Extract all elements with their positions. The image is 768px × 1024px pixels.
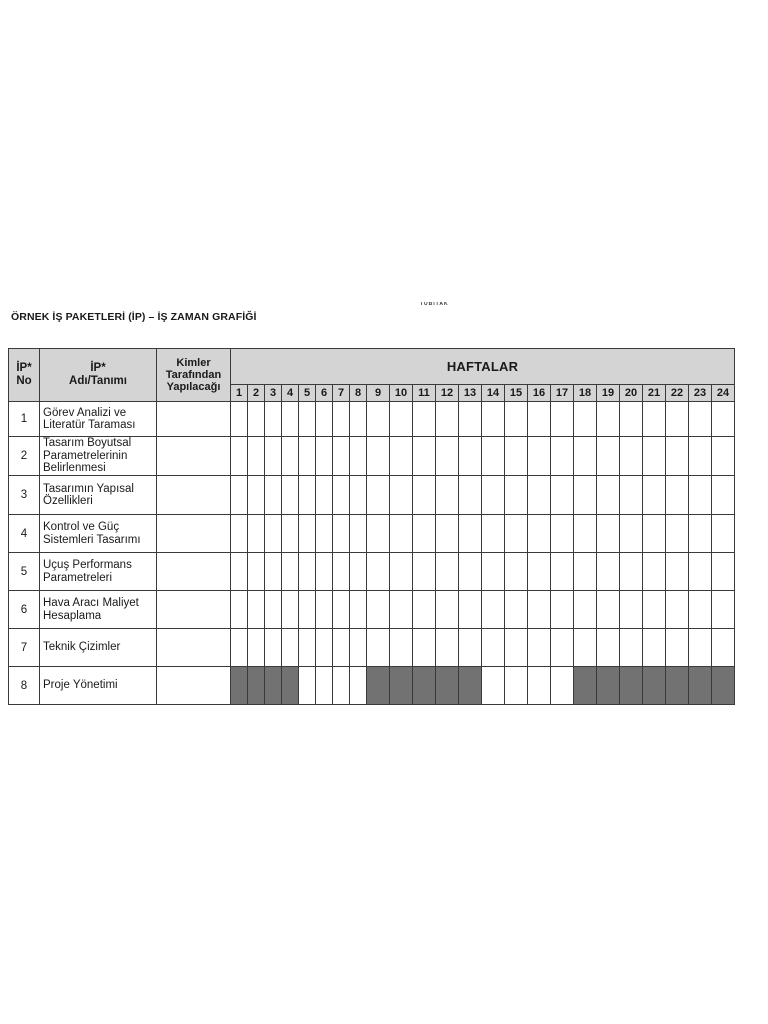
week-cell	[666, 591, 689, 629]
week-cell	[316, 629, 333, 667]
week-header-5: 5	[299, 385, 316, 402]
week-cell	[620, 437, 643, 476]
week-cell	[282, 402, 299, 437]
week-cell	[689, 629, 712, 667]
week-cell	[413, 515, 436, 553]
work-package-number: 3	[9, 476, 40, 515]
week-cell	[643, 515, 666, 553]
week-cell	[620, 515, 643, 553]
week-cell	[390, 629, 413, 667]
week-cell	[528, 553, 551, 591]
work-package-name-line: Hava Aracı Maliyet	[43, 597, 139, 609]
week-cell	[265, 591, 282, 629]
work-package-number: 4	[9, 515, 40, 553]
week-cell	[551, 553, 574, 591]
work-package-name	[40, 402, 157, 437]
week-cell	[689, 591, 712, 629]
week-header-23: 23	[689, 385, 712, 402]
week-cell	[505, 437, 528, 476]
week-cell	[333, 515, 350, 553]
week-cell	[265, 515, 282, 553]
week-cell	[666, 553, 689, 591]
week-cell	[350, 667, 367, 705]
week-header-12: 12	[436, 385, 459, 402]
week-cell	[231, 437, 248, 476]
week-cell	[248, 437, 265, 476]
table-row	[9, 515, 735, 553]
week-cell	[350, 402, 367, 437]
week-header-1: 1	[231, 385, 248, 402]
week-cell	[413, 591, 436, 629]
column-header-weeks: HAFTALAR	[231, 349, 735, 385]
week-cell	[482, 667, 505, 705]
week-cell	[248, 476, 265, 515]
week-cell	[597, 629, 620, 667]
week-cell	[689, 402, 712, 437]
week-cell	[299, 476, 316, 515]
week-cell	[689, 437, 712, 476]
week-cell	[597, 553, 620, 591]
week-header-16: 16	[528, 385, 551, 402]
week-cell	[231, 553, 248, 591]
week-cell	[333, 591, 350, 629]
work-package-name-line: Parametreleri	[43, 571, 113, 584]
week-cell	[482, 476, 505, 515]
week-cell	[574, 553, 597, 591]
week-cell	[712, 629, 735, 667]
week-cell	[551, 437, 574, 476]
week-cell	[528, 667, 551, 705]
week-cell	[390, 515, 413, 553]
work-package-rows	[9, 402, 735, 705]
week-cell	[643, 553, 666, 591]
week-cell	[299, 667, 316, 705]
week-cell	[666, 629, 689, 667]
week-cell	[436, 476, 459, 515]
week-cell	[265, 437, 282, 476]
work-package-name-line: Tasarımın Yapısal	[43, 482, 134, 495]
week-cell	[333, 553, 350, 591]
week-cell	[367, 591, 390, 629]
week-header-13: 13	[459, 385, 482, 402]
week-cell	[367, 553, 390, 591]
week-cell	[689, 476, 712, 515]
week-cell	[436, 515, 459, 553]
work-package-name-line: Sistemleri Tasarımı	[43, 533, 141, 546]
table-row	[9, 591, 735, 629]
responsible-cell	[157, 437, 231, 476]
week-cell	[231, 402, 248, 437]
week-cell	[574, 402, 597, 437]
week-cell	[528, 591, 551, 629]
week-cell	[528, 515, 551, 553]
column-header-name: İP* Adı/Tanımı	[40, 349, 157, 402]
week-cell-scheduled	[265, 667, 282, 705]
week-cell	[459, 402, 482, 437]
week-header-9: 9	[367, 385, 390, 402]
work-package-name	[40, 553, 157, 591]
week-cell	[666, 402, 689, 437]
work-package-name-line: Görev Analizi ve	[43, 406, 127, 419]
week-cell	[436, 437, 459, 476]
week-header-24: 24	[712, 385, 735, 402]
week-header-20: 20	[620, 385, 643, 402]
week-cell	[248, 553, 265, 591]
week-cell	[436, 629, 459, 667]
week-header-15: 15	[505, 385, 528, 402]
table-row	[9, 476, 735, 515]
week-cell	[643, 476, 666, 515]
week-cell	[528, 629, 551, 667]
work-package-name-line: Hesaplama	[43, 609, 102, 622]
column-header-no: İP* No	[9, 349, 40, 402]
week-cell	[666, 437, 689, 476]
week-cell	[248, 629, 265, 667]
week-cell	[350, 553, 367, 591]
week-cell	[551, 402, 574, 437]
responsible-cell	[157, 515, 231, 553]
week-cell-scheduled	[282, 667, 299, 705]
week-cell	[265, 402, 282, 437]
week-cell	[333, 437, 350, 476]
week-cell	[459, 553, 482, 591]
week-cell	[459, 515, 482, 553]
week-cell-scheduled	[459, 667, 482, 705]
week-cell	[505, 515, 528, 553]
table-row	[9, 629, 735, 667]
table-row	[9, 667, 735, 705]
week-cell	[505, 667, 528, 705]
week-cell	[597, 402, 620, 437]
work-package-number: 8	[9, 667, 40, 705]
week-cell	[231, 629, 248, 667]
week-cell	[350, 515, 367, 553]
week-cell	[643, 402, 666, 437]
week-cell	[316, 553, 333, 591]
responsible-cell	[157, 476, 231, 515]
week-cell	[265, 476, 282, 515]
work-package-name-line: Belirlenmesi	[43, 462, 106, 475]
work-package-name-line: Tasarım Boyutsal	[43, 437, 132, 450]
week-cell	[712, 591, 735, 629]
week-header-14: 14	[482, 385, 505, 402]
responsible-cell	[157, 629, 231, 667]
week-header-17: 17	[551, 385, 574, 402]
week-cell	[551, 476, 574, 515]
week-cell	[712, 553, 735, 591]
work-package-name	[40, 476, 157, 515]
week-cell	[316, 437, 333, 476]
week-cell	[574, 515, 597, 553]
week-cell	[459, 437, 482, 476]
week-cell	[482, 629, 505, 667]
week-cell	[551, 591, 574, 629]
week-cell	[248, 515, 265, 553]
week-cell	[333, 629, 350, 667]
week-header-21: 21	[643, 385, 666, 402]
week-cell	[551, 629, 574, 667]
week-cell	[350, 437, 367, 476]
table-row	[9, 402, 735, 437]
week-cell	[620, 402, 643, 437]
week-cell	[282, 437, 299, 476]
week-cell	[367, 437, 390, 476]
week-cell	[390, 402, 413, 437]
week-header-6: 6	[316, 385, 333, 402]
week-cell	[459, 629, 482, 667]
week-cell	[390, 553, 413, 591]
week-cell	[597, 476, 620, 515]
work-package-number: 5	[9, 553, 40, 591]
table-row	[9, 437, 735, 476]
week-cell	[231, 476, 248, 515]
week-cell	[265, 553, 282, 591]
work-package-number: 7	[9, 629, 40, 667]
week-header-4: 4	[282, 385, 299, 402]
week-cell	[367, 402, 390, 437]
table-row	[9, 553, 735, 591]
work-package-number: 6	[9, 591, 40, 629]
week-header-11: 11	[413, 385, 436, 402]
work-package-name-line: Parametrelerinin	[43, 449, 128, 462]
work-package-name	[40, 515, 157, 553]
week-cell	[505, 476, 528, 515]
week-cell	[350, 591, 367, 629]
week-cell	[248, 591, 265, 629]
week-header-10: 10	[390, 385, 413, 402]
week-cell	[666, 476, 689, 515]
week-cell	[574, 591, 597, 629]
work-package-name-line: Literatür Taraması	[43, 419, 136, 431]
week-cell-scheduled	[231, 667, 248, 705]
week-cell	[413, 437, 436, 476]
week-cell	[333, 667, 350, 705]
work-package-number: 2	[9, 437, 40, 476]
week-cell	[316, 515, 333, 553]
week-cell	[413, 629, 436, 667]
week-cell	[436, 402, 459, 437]
week-cell	[482, 515, 505, 553]
week-cell	[282, 515, 299, 553]
week-cell-scheduled	[666, 667, 689, 705]
week-cell-scheduled	[712, 667, 735, 705]
week-cell	[459, 591, 482, 629]
week-header-3: 3	[265, 385, 282, 402]
week-cell	[666, 515, 689, 553]
week-cell	[299, 629, 316, 667]
week-cell	[282, 629, 299, 667]
week-cell	[299, 437, 316, 476]
week-cell	[620, 476, 643, 515]
page-title: ÖRNEK İŞ PAKETLERİ (İP) – İŞ ZAMAN GRAFİĞİ	[11, 311, 257, 323]
week-cell	[482, 437, 505, 476]
week-header-19: 19	[597, 385, 620, 402]
week-cell	[597, 591, 620, 629]
week-cell	[643, 437, 666, 476]
week-cell-scheduled	[574, 667, 597, 705]
week-cell	[689, 553, 712, 591]
week-cell-scheduled	[597, 667, 620, 705]
week-cell	[528, 476, 551, 515]
week-cell-scheduled	[413, 667, 436, 705]
work-package-name	[40, 437, 157, 476]
responsible-cell	[157, 402, 231, 437]
work-package-name-line: Uçuş Performans	[43, 559, 132, 571]
week-cell	[413, 402, 436, 437]
week-cell	[282, 553, 299, 591]
week-cell	[620, 591, 643, 629]
week-cell	[574, 437, 597, 476]
responsible-cell	[157, 553, 231, 591]
week-cell-scheduled	[689, 667, 712, 705]
week-cell	[643, 629, 666, 667]
week-cell	[528, 402, 551, 437]
week-cell-scheduled	[620, 667, 643, 705]
work-package-name-line: Kontrol ve Güç	[43, 521, 120, 533]
week-cell	[597, 437, 620, 476]
week-cell	[505, 553, 528, 591]
week-cell	[248, 402, 265, 437]
week-cell	[299, 402, 316, 437]
week-cell	[390, 437, 413, 476]
work-package-name-line: Teknik Çizimler	[43, 641, 121, 654]
work-package-name-line: Proje Yönetimi	[43, 679, 118, 692]
week-header-22: 22	[666, 385, 689, 402]
work-package-name	[40, 667, 157, 705]
week-cell	[620, 553, 643, 591]
week-cell	[413, 476, 436, 515]
week-cell	[574, 476, 597, 515]
week-cell-scheduled	[367, 667, 390, 705]
week-cell	[350, 629, 367, 667]
week-header-18: 18	[574, 385, 597, 402]
week-cell	[316, 667, 333, 705]
week-cell	[574, 629, 597, 667]
work-package-name	[40, 591, 157, 629]
week-cell	[482, 402, 505, 437]
week-cell	[316, 476, 333, 515]
week-cell	[712, 402, 735, 437]
week-cell-scheduled	[248, 667, 265, 705]
week-cell	[505, 402, 528, 437]
week-cell	[712, 437, 735, 476]
week-cell	[597, 515, 620, 553]
week-cell	[299, 515, 316, 553]
week-cell	[459, 476, 482, 515]
week-cell	[265, 629, 282, 667]
week-cell-scheduled	[643, 667, 666, 705]
week-cell	[333, 402, 350, 437]
header-fragment: TÜBİTAK	[420, 302, 449, 307]
week-cell-scheduled	[390, 667, 413, 705]
week-cell	[551, 667, 574, 705]
week-cell	[282, 591, 299, 629]
week-cell	[620, 629, 643, 667]
week-cell	[413, 553, 436, 591]
week-cell	[231, 515, 248, 553]
week-cell	[482, 553, 505, 591]
week-cell	[643, 591, 666, 629]
work-package-name-line: Özellikleri	[43, 495, 93, 507]
week-cell	[528, 437, 551, 476]
week-header-8: 8	[350, 385, 367, 402]
week-cell-scheduled	[436, 667, 459, 705]
work-package-name	[40, 629, 157, 667]
week-cell	[367, 629, 390, 667]
week-cell	[505, 629, 528, 667]
responsible-cell	[157, 591, 231, 629]
week-cell	[299, 553, 316, 591]
week-cell	[299, 591, 316, 629]
week-header-2: 2	[248, 385, 265, 402]
week-cell	[482, 591, 505, 629]
work-package-number: 1	[9, 402, 40, 437]
week-cell	[436, 553, 459, 591]
week-cell	[316, 591, 333, 629]
week-cell	[436, 591, 459, 629]
week-cell	[390, 476, 413, 515]
week-cell	[390, 591, 413, 629]
week-cell	[712, 476, 735, 515]
week-cell	[333, 476, 350, 515]
week-cell	[316, 402, 333, 437]
week-cell	[712, 515, 735, 553]
work-package-gantt-table	[8, 348, 735, 705]
responsible-cell	[157, 667, 231, 705]
column-header-responsible: Kimler Tarafından Yapılacağı	[157, 349, 231, 402]
week-cell	[689, 515, 712, 553]
week-cell	[367, 515, 390, 553]
week-cell	[350, 476, 367, 515]
week-cell	[551, 515, 574, 553]
week-cell	[282, 476, 299, 515]
week-header-7: 7	[333, 385, 350, 402]
week-cell	[505, 591, 528, 629]
week-cell	[367, 476, 390, 515]
week-cell	[231, 591, 248, 629]
